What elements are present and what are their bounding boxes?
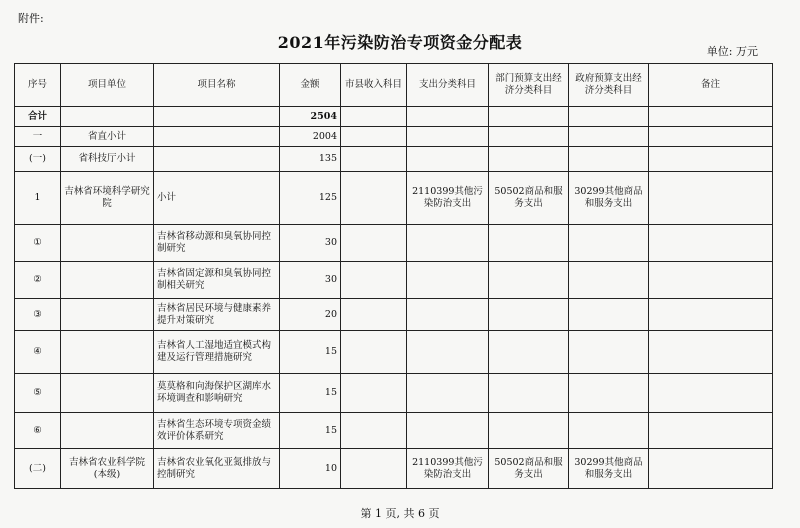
cell-exp (407, 413, 489, 449)
header-cell: 市县收入科目 (341, 64, 407, 107)
cell-note (649, 374, 773, 413)
header-cell: 支出分类科目 (407, 64, 489, 107)
cell-note (649, 331, 773, 374)
table-row (15, 413, 773, 449)
cell-note (649, 107, 773, 127)
cell-name (154, 107, 280, 127)
cell-name: 莫莫格和向海保护区湖库水环境调查和影响研究 (154, 374, 280, 413)
cell-amount: 15 (280, 331, 341, 374)
cell-seq: ⑤ (15, 374, 61, 413)
cell-note (649, 147, 773, 172)
header-cell: 金额 (280, 64, 341, 107)
cell-unit (61, 225, 154, 262)
cell-name (154, 147, 280, 172)
cell-dept (489, 107, 569, 127)
cell-dept (489, 331, 569, 374)
cell-unit: 吉林省环境科学研究院 (61, 172, 154, 225)
cell-gov (569, 127, 649, 147)
cell-amount: 20 (280, 299, 341, 331)
cell-unit (61, 374, 154, 413)
table-row (15, 449, 773, 489)
cell-gov (569, 262, 649, 299)
cell-gov: 30299其他商品和服务支出 (569, 172, 649, 225)
cell-seq: ④ (15, 331, 61, 374)
header-cell: 备注 (649, 64, 773, 107)
cell-amount: 125 (280, 172, 341, 225)
cell-note (649, 225, 773, 262)
cell-amount: 30 (280, 225, 341, 262)
cell-dept: 50502商品和服务支出 (489, 172, 569, 225)
cell-unit: 省科技厅小计 (61, 147, 154, 172)
cell-unit (61, 299, 154, 331)
cell-exp (407, 331, 489, 374)
attachment-label: 附件: (18, 12, 44, 25)
cell-note (649, 449, 773, 489)
header-cell: 部门预算支出经济分类科目 (489, 64, 569, 107)
cell-name (154, 127, 280, 147)
cell-note (649, 172, 773, 225)
table-row (15, 331, 773, 374)
cell-unit (61, 413, 154, 449)
cell-exp (407, 107, 489, 127)
cell-amount: 2004 (280, 127, 341, 147)
cell-amount: 30 (280, 262, 341, 299)
cell-name: 小计 (154, 172, 280, 225)
cell-city (341, 147, 407, 172)
header-cell: 序号 (15, 64, 61, 107)
cell-seq: 一 (15, 127, 61, 147)
cell-seq: ③ (15, 299, 61, 331)
cell-dept (489, 374, 569, 413)
table-row (15, 107, 773, 127)
cell-seq: 1 (15, 172, 61, 225)
cell-unit (61, 107, 154, 127)
cell-city (341, 225, 407, 262)
cell-gov (569, 299, 649, 331)
cell-gov (569, 331, 649, 374)
cell-dept (489, 225, 569, 262)
cell-city (341, 331, 407, 374)
table-row (15, 172, 773, 225)
cell-unit: 省直小计 (61, 127, 154, 147)
cell-unit (61, 331, 154, 374)
cell-amount: 10 (280, 449, 341, 489)
cell-seq: ② (15, 262, 61, 299)
cell-note (649, 413, 773, 449)
table-row (15, 374, 773, 413)
table-row (15, 299, 773, 331)
cell-city (341, 299, 407, 331)
cell-name: 吉林省固定源和臭氧协同控制相关研究 (154, 262, 280, 299)
unit-label: 单位: 万元 (706, 45, 758, 58)
table-row (15, 147, 773, 172)
cell-seq: ⑥ (15, 413, 61, 449)
cell-note (649, 127, 773, 147)
cell-exp (407, 262, 489, 299)
cell-seq: (一) (15, 147, 61, 172)
cell-dept (489, 413, 569, 449)
cell-exp (407, 374, 489, 413)
page-footer: 第 1 页, 共 6 页 (360, 507, 440, 520)
header-cell: 项目名称 (154, 64, 280, 107)
table-row (15, 127, 773, 147)
cell-city (341, 127, 407, 147)
cell-dept (489, 127, 569, 147)
cell-city (341, 107, 407, 127)
cell-exp: 2110399其他污染防治支出 (407, 172, 489, 225)
table-row (15, 262, 773, 299)
cell-note (649, 299, 773, 331)
cell-name: 吉林省农业氧化亚氮排放与控制研究 (154, 449, 280, 489)
cell-dept (489, 299, 569, 331)
header-row (15, 64, 773, 107)
header-cell: 项目单位 (61, 64, 154, 107)
cell-seq: 合计 (15, 107, 61, 127)
cell-name: 吉林省人工湿地适宜模式构建及运行管理措施研究 (154, 331, 280, 374)
cell-gov (569, 225, 649, 262)
cell-dept (489, 262, 569, 299)
cell-unit: 吉林省农业科学院(本级) (61, 449, 154, 489)
cell-gov: 30299其他商品和服务支出 (569, 449, 649, 489)
header-cell: 政府预算支出经济分类科目 (569, 64, 649, 107)
cell-exp (407, 299, 489, 331)
cell-gov (569, 374, 649, 413)
cell-exp (407, 225, 489, 262)
cell-city (341, 413, 407, 449)
allocation-table (14, 63, 773, 489)
cell-amount: 15 (280, 374, 341, 413)
cell-unit (61, 262, 154, 299)
cell-gov (569, 413, 649, 449)
cell-amount: 15 (280, 413, 341, 449)
cell-seq: (二) (15, 449, 61, 489)
cell-city (341, 374, 407, 413)
cell-name: 吉林省生态环境专项资金绩效评价体系研究 (154, 413, 280, 449)
cell-exp (407, 127, 489, 147)
cell-city (341, 172, 407, 225)
cell-exp: 2110399其他污染防治支出 (407, 449, 489, 489)
cell-dept: 50502商品和服务支出 (489, 449, 569, 489)
cell-gov (569, 107, 649, 127)
cell-gov (569, 147, 649, 172)
cell-dept (489, 147, 569, 172)
cell-note (649, 262, 773, 299)
cell-city (341, 262, 407, 299)
page-title: 2021年污染防治专项资金分配表 (277, 33, 523, 52)
cell-name: 吉林省居民环境与健康素养提升对策研究 (154, 299, 280, 331)
cell-amount: 2504 (280, 107, 341, 127)
cell-exp (407, 147, 489, 172)
cell-amount: 135 (280, 147, 341, 172)
cell-city (341, 449, 407, 489)
cell-seq: ① (15, 225, 61, 262)
table-row (15, 225, 773, 262)
cell-name: 吉林省移动源和臭氧协同控制研究 (154, 225, 280, 262)
